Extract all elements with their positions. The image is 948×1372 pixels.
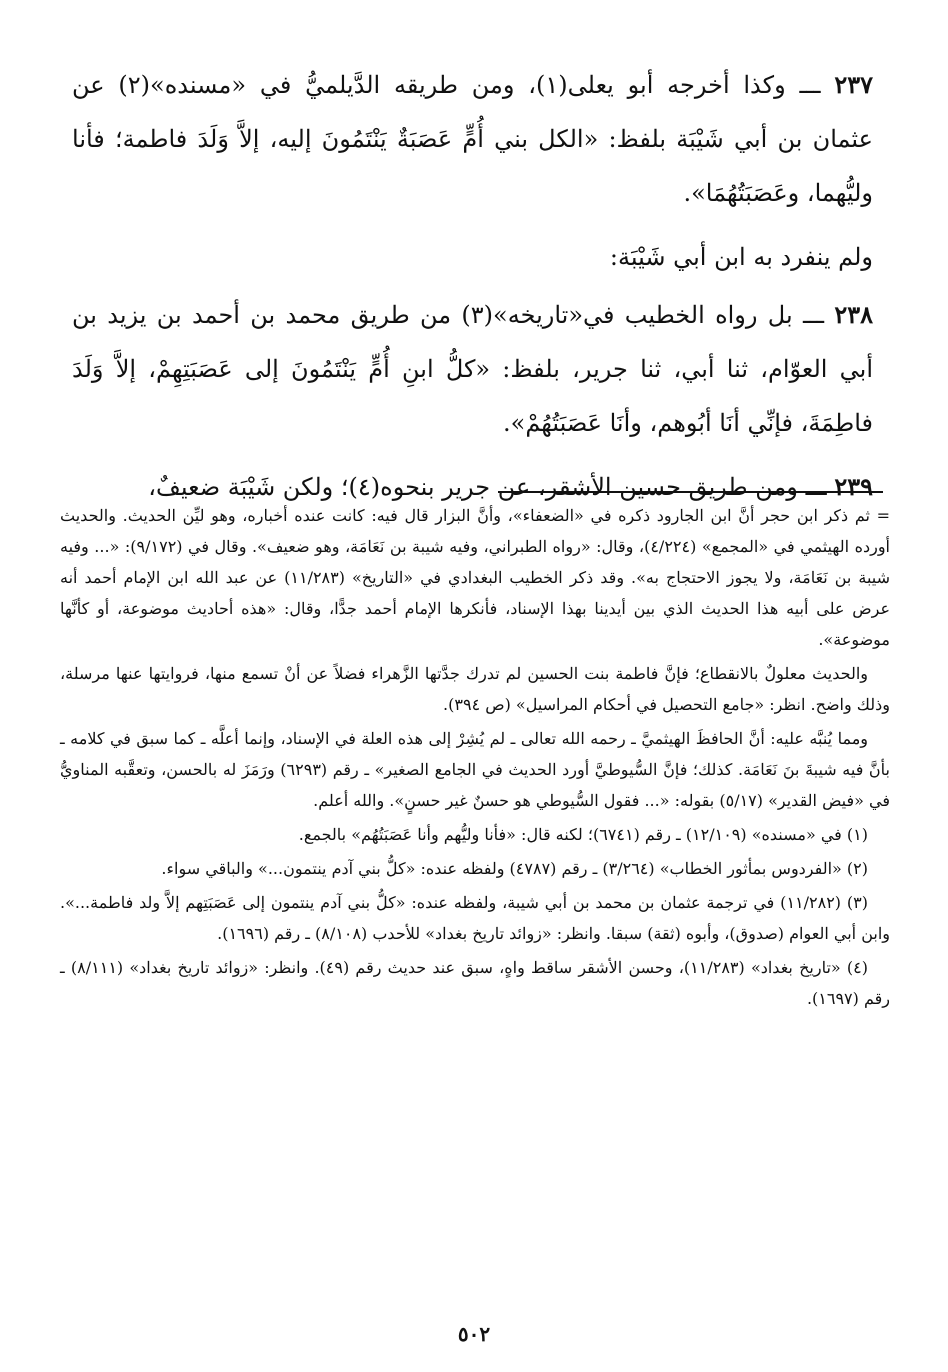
paragraph-text: ـــ بل رواه الخطيب في«تاريخه»(٣) من طريق محمد بن أحمد بن يزيد بن أبي العوّام، ثنا أبي، ثنا جرير، بلفظ: «كلُّ ابنِ أُمٍّ يَنْتَمُونَ إلى عَصَبَتِهِمْ، إلاَّ وَلَدَ فاطِمَةَ، فإنِّي أنَا أبُوهم، وأنَا عَصَبَتُهُمْ». (72, 301, 873, 437)
subheading: ولم ينفرد به ابن أبي شَيْبَة: (609, 243, 873, 271)
paragraph-238 (72, 288, 873, 450)
main-text (72, 58, 873, 524)
footnote-3: (٣) (١١/٢٨٢) في ترجمة عثمان بن محمد بن أبي شيبة، ولفظه عنده: «كلُّ بني آدم ينتمون إلى عَصَبَتِهم إلاَّ ولد فاطمة...». وابن أبي العوام (صدوق)، وأبوه (ثقة) سبقا. وانظر: «زوائد تاريخ بغداد» للأحدب (٨/١٠٨) ـ رقم (١٦٩٦). (60, 893, 890, 943)
footnote-paragraph: والحديث معلولٌ بالانقطاع؛ فإنَّ فاطمة بنت الحسين لم تدرك جدَّتها الزَّهراء فضلاً عن أنْ تسمع منها، فروايتها عنها مرسلة، وذلك واضح. انظر: «جامع التحصيل في أحكام المراسيل» (ص ٣٩٤). (60, 664, 890, 714)
paragraph-text: ـــ ومن طريق حسين الأشقر، عن جرير بنحوه(٤)؛ ولكن شَيْبَة ضعيفٌ، (148, 473, 835, 501)
footnotes (60, 500, 890, 1017)
footnote-2: (٢) «الفردوس بمأثور الخطاب» (٣/٢٦٤) ـ رقم (٤٧٨٧) ولفظه عنده: «كلُّ بني آدم ينتمون...» والباقي سواء. (161, 859, 868, 878)
footnote-continuation: = ثم ذكر ابن حجر أنَّ ابن الجارود ذكره في «الضعفاء»، وأنَّ البزار قال فيه: كانت عنده أخباره، وهو ليِّن الحديث. والحديث أورده الهيثمي في «المجمع» (٤/٢٢٤)، وقال: «رواه الطبراني، وفيه شيبة بن نَعَامَة، وهو ضعيف». وقال في (٩/١٧٢): «... وفيه شيبة بن نَعَامَة، ولا يجوز الاحتجاج به». وقد ذكر الخطيب البغدادي في «التاريخ» (١١/٢٨٣) عن عبد الله ابن الإمام أحمد أنه عرض على أبيه هذا الحديث الذي بين أيدينا بهذا الإسناد، فأنكرها الإمام أحمد جدًّا، وقال: «هذه أحاديث موضوعة، أو كأنَّها موضوعة». (60, 506, 891, 649)
paragraph-text: ـــ وكذا أخرجه أبو يعلى(١)، ومن طريقه الدَّيلميُّ في «مسنده»(٢) عن عثمان بن أبي شَيْبَة بلفظ: «الكل بني أُمٍّ عَصَبَةٌ يَنْتَمُونَ إليه، إلاَّ وَلَدَ فاطمة؛ فأنا وليُّهما، وعَصَبَتُهُمَا». (72, 71, 873, 207)
footnote-divider (498, 491, 883, 493)
hadith-number: ٢٣٧ (834, 70, 874, 99)
footnote-1: (١) في «مسنده» (١٢/١٠٩) ـ رقم (٦٧٤١)؛ لكنه قال: «فأنا وليُّهم وأنا عَصَبَتُهُم» بالجمع. (298, 825, 868, 844)
page-number: ٥٠٢ (457, 1322, 491, 1346)
paragraph-237 (72, 58, 873, 220)
hadith-number: ٢٣٨ (834, 300, 874, 329)
hadith-number: ٢٣٩ (834, 472, 873, 501)
footnote-paragraph: ومما يُنبَّه عليه: أنَّ الحافظَ الهيثميَّ ـ رحمه الله تعالى ـ لم يُشِرْ إلى هذه العلة في الإسناد، وإنما أعلَّه ـ كما سبق في كلامه ـ بأنَّ فيه شيبةَ بنَ نَعَامَة. كذلك؛ فإنَّ السُّيوطيَّ أورد الحديث في الجامع الصغير» ـ رقم (٦٢٩٣) ورَمَزَ له بالحسن، وتعقَّبه المناويُّ في «فيض القدير» (٥/١٧) بقوله: «... فقول السُّيوطي هو حسنٌ غير حسنٍ». والله أعلم. (60, 729, 891, 810)
footnote-4: (٤) «تاريخ بغداد» (١١/٢٨٣)، وحسن الأشقر ساقط واهٍ، سبق عند حديث رقم (٤٩). وانظر: «زوائد تاريخ بغداد» (٨/١١١) ـ رقم (١٦٩٧). (60, 958, 890, 1008)
